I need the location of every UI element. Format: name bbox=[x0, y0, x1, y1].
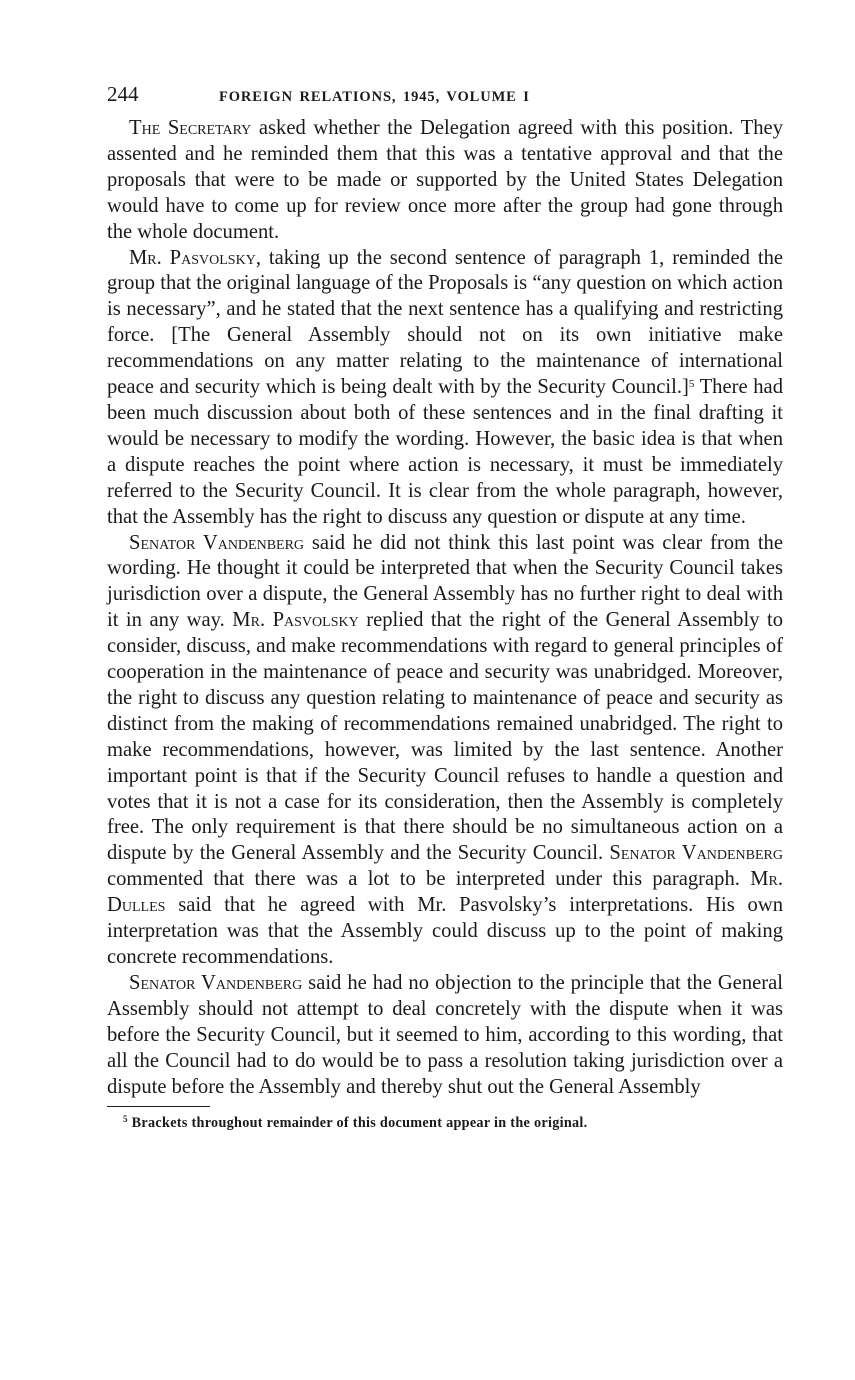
body-text bbox=[107, 116, 783, 1100]
running-head: FOREIGN RELATIONS, 1945, VOLUME I bbox=[219, 89, 530, 105]
paragraph-text: , taking up the second sentence of paragraph 1, reminded the group that the original language of the Proposals is “any question on which action is necessary”, and he stated that the next sentence has a qualifying and restricting force. [The General Assembly should not on its own initiative make recommendations on any matter relating to the maintenance of international peace and security which is being dealt with by the Security Council.] bbox=[107, 246, 784, 399]
document-page bbox=[107, 82, 783, 1132]
footnote-text: Brackets throughout remainder of this document appear in the original. bbox=[127, 1115, 588, 1132]
speaker-name: Senator Vandenberg bbox=[609, 842, 783, 865]
page-number: 244 bbox=[107, 82, 139, 106]
page-header bbox=[107, 82, 783, 116]
footnote-reference: 5 bbox=[688, 378, 695, 391]
paragraph-text: commented that there was a lot to be interpreted under this paragraph. bbox=[107, 868, 751, 891]
paragraph bbox=[107, 116, 783, 246]
paragraph-text: asked whether the Delegation agreed with this position. They assented and he reminded them that this was a tentative approval and that the proposals that were to be made or supported by the United States Delegation would have to come up for review once more after the group had gone through the whole document. bbox=[107, 117, 783, 243]
footnote-marker: 5 bbox=[123, 1114, 128, 1125]
speaker-name: Mr. Pasvolsky bbox=[129, 246, 256, 269]
paragraph bbox=[107, 246, 783, 531]
speaker-name: Mr. Dulles bbox=[107, 868, 783, 917]
paragraph-text: There had been much discussion about both of these sentences and in the final drafting it would be necessary to modify the wording. However, the basic idea is that when a dispute reaches the point where action is necessary, it must be immediately referred to the Security Council. It is clear from the whole paragraph, however, that the Assembly has the right to discuss any question or dispute at any time. bbox=[107, 376, 783, 528]
speaker-name: The Secretary bbox=[129, 117, 252, 139]
speaker-name: Senator Vandenberg bbox=[129, 971, 303, 994]
speaker-name: Mr. Pasvolsky bbox=[232, 609, 359, 632]
footnote bbox=[123, 1115, 783, 1132]
paragraph-text: replied that the right of the General Assembly to consider, discuss, and make recommendations with regard to general principles of cooperation in the maintenance of peace and security was unabridged. Moreover, the right to discuss any question relating to maintenance of peace and security as distinct from the making of recommendations remained unabridged. The right to make recommendations, however, was limited by the last sentence. Another important point is that if the Security Council refuses to handle a question and votes that it is not a case for its consideration, then the Assembly is completely free. The only requirement is that there should be no simultaneous action on a dispute by the General Assembly and the Security Council. bbox=[107, 609, 783, 865]
paragraph bbox=[107, 531, 783, 971]
paragraph-text: said he did not think this last point was clear from the wording. He thought it could be interpreted that when the Security Council takes jurisdiction over a dispute, the General Assembly has no further right to deal with it in any way. bbox=[107, 531, 783, 632]
paragraph-text: said he had no objection to the principle that the General Assembly should not attempt to deal concretely with the dispute when it was before the Security Council, but it seemed to him, according to this wording, that all the Council had to do would be to pass a resolution taking jurisdiction over a dispute before the Assembly and thereby shut out the General Assembly bbox=[107, 971, 783, 1098]
speaker-name: Senator Vandenberg bbox=[129, 531, 305, 554]
paragraph bbox=[107, 971, 783, 1101]
footnote-divider bbox=[107, 1106, 210, 1107]
paragraph-text: said that he agreed with Mr. Pasvolsky’s interpretations. His own interpretation was that the Assembly could discuss up to the point of making concrete recommendations. bbox=[107, 894, 783, 968]
